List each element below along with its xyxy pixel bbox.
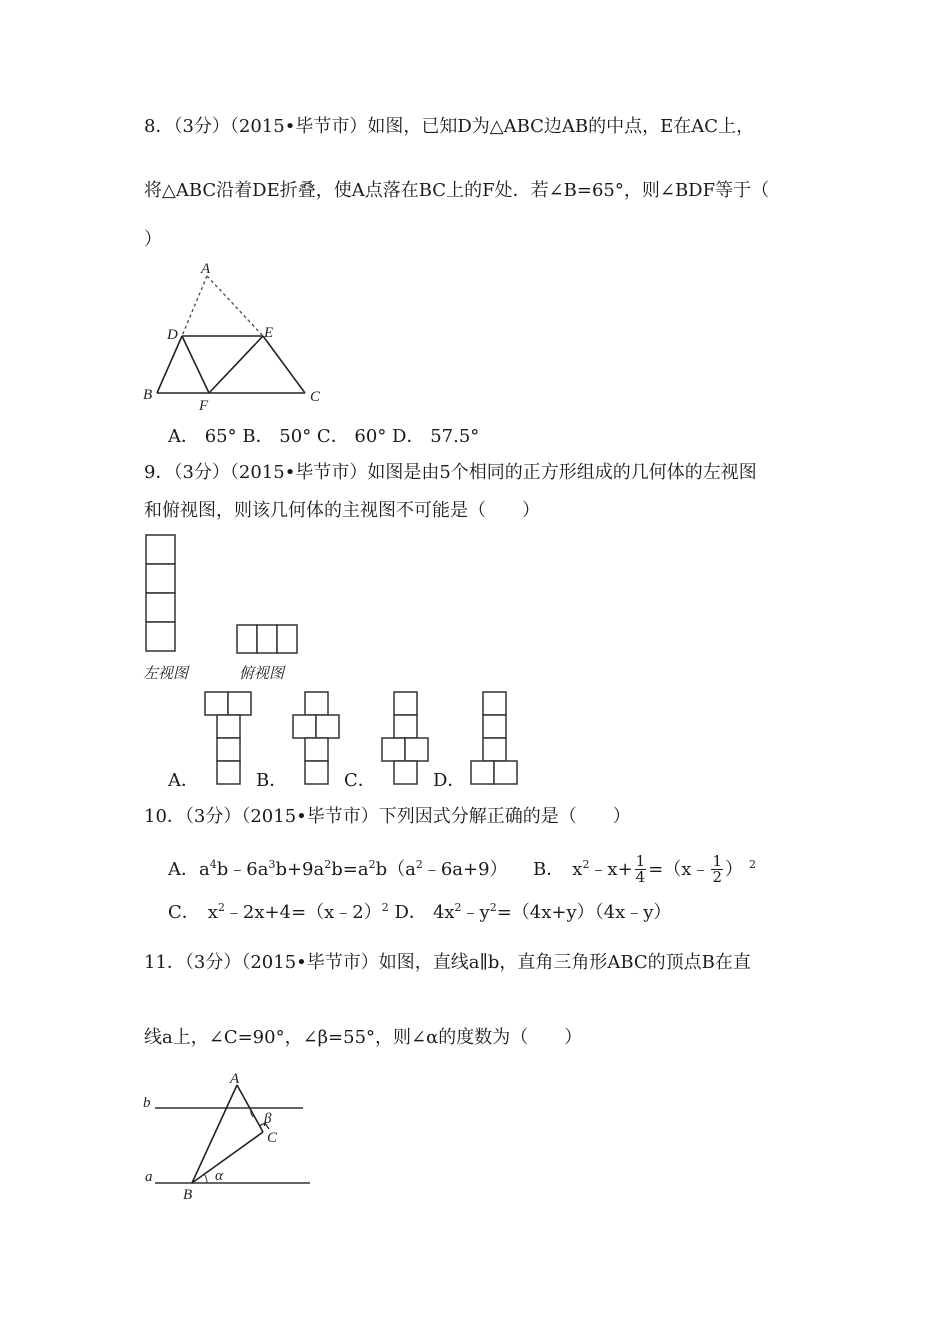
q8-label-F: F (199, 398, 209, 414)
q11-label-B: B (183, 1187, 193, 1203)
q11-line2: 线a上，∠C=90°，∠β=55°，则∠α的度数为（ ） (144, 1027, 583, 1048)
q11-parallel-lines-figure (135, 1068, 335, 1208)
q8-dashed-AD (182, 276, 207, 336)
q9-option-d-label: D． (433, 770, 466, 791)
q9-option-c-shape (382, 692, 428, 784)
q9-option-a-label: A． (168, 770, 199, 791)
q9-left-view (146, 535, 175, 651)
q8-line3: ） (144, 229, 162, 250)
q11-alpha-arc (204, 1174, 207, 1183)
q9-option-d-shape (471, 692, 517, 784)
q8-line2: 将△ABC沿着DE折叠，使A点落在BC上的F处．若∠B=65°，则∠BDF等于（ (144, 180, 770, 201)
q10-option-a: A．$a^4b﹣6a^3b+9a^2b=a^2b(a^2﹣6a+9)$ (168, 857, 508, 880)
q8-dashed-AE (207, 276, 263, 336)
q8-options: A． 65° B． 50° C． 60° D． 57.5° (168, 426, 480, 447)
q8-segment-EF (209, 336, 263, 393)
q8-line1: 8．（3分）（2015•毕节市）如图，已知D为△ABC边AB的中点，E在AC上， (144, 116, 755, 137)
q8-segment-EC (263, 336, 305, 393)
q10-fraction-one-quarter: $\frac{1}{4}$ (635, 852, 646, 886)
q10-option-b: B． $x^2﹣x+$ $\frac{1}{4}$ =（x﹣ $\frac{1}{2}$ ） $^2$ (533, 852, 756, 886)
q9-line2: 和俯视图，则该几何体的主视图不可能是（ ） (144, 500, 540, 521)
q11-label-C: C (267, 1130, 278, 1146)
q10-line1: 10．（3分）（2015•毕节市）下列因式分解正确的是（ ） (144, 806, 631, 827)
q9-left-view-caption: 左视图 (143, 666, 189, 682)
q9-option-b-shape (293, 692, 339, 784)
q11-line1: 11．（3分）（2015•毕节市）如图，直线a∥b，直角三角形ABC的顶点B在直 (144, 952, 751, 973)
q8-triangle-figure (135, 258, 335, 418)
q11-label-A: A (230, 1071, 240, 1087)
q9-option-a-shape (205, 692, 251, 784)
q8-label-C: C (310, 389, 321, 405)
q9-option-b-label: B． (256, 770, 288, 791)
q8-label-B: B (143, 387, 153, 403)
q8-label-A: A (201, 261, 211, 277)
q10-options-ab (168, 854, 756, 885)
q9-top-view (237, 625, 297, 653)
q8-segment-DB (157, 336, 182, 393)
q9-views-figure (138, 530, 318, 685)
q8-label-E: E (264, 325, 274, 341)
q9-top-view-caption: 俯视图 (239, 666, 285, 682)
q9-line1: 9．（3分）（2015•毕节市）如图是由5个相同的正方形组成的几何体的左视图 (144, 462, 757, 483)
q10-fraction-one-half: $\frac{1}{2}$ (712, 852, 722, 886)
q11-label-a: a (145, 1169, 153, 1185)
q9-option-c-label: C． (344, 770, 376, 791)
q8-label-D: D (167, 327, 178, 343)
q11-label-alpha: α (215, 1168, 223, 1184)
q8-segment-DF (182, 336, 209, 393)
q10-option-c: C． $x^2﹣2x+4=(x﹣2)^2$ (168, 901, 389, 923)
q11-segment-CB (192, 1132, 263, 1183)
q10-options-cd (168, 902, 671, 924)
q11-label-beta: β (264, 1111, 272, 1127)
q10-option-d: D． $4x^2﹣y^2=(4x+y)(4x﹣y)$ (394, 901, 672, 923)
q11-label-b: b (143, 1095, 151, 1111)
